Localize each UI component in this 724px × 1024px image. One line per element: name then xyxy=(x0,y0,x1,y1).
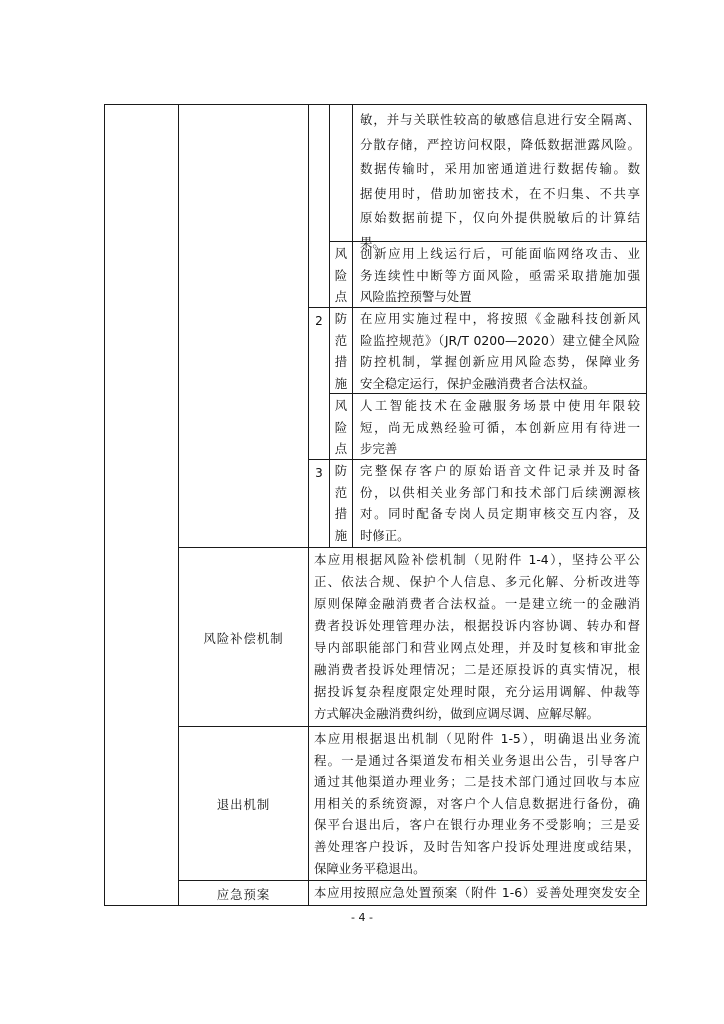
item3-risk-label: 风 险 点 xyxy=(334,398,348,457)
text-line: 通过其他渠道办理业务；二是技术部门通过回收与本应 xyxy=(314,774,640,790)
text-line: 务连续性中断等方面风险，亟需采取措施加强 xyxy=(360,267,640,283)
exit-label: 退出机制 xyxy=(216,797,271,812)
text-line: 原始数据前提下，仅向外提供脱敏后的计算结 xyxy=(360,210,640,225)
text-line: 对。同时配备专岗人员定期审核交互内容，及 xyxy=(360,506,640,522)
item3-measure-text xyxy=(360,460,640,547)
compensation-text xyxy=(314,549,640,725)
text-line: 步完善 xyxy=(360,441,398,457)
text-line: 正、依法合规、保护个人信息、多元化解、分析改进等 xyxy=(314,574,640,589)
table-border-col2 xyxy=(308,104,309,906)
text-line: 据使用时，借助加密技术，在不归集、不共享 xyxy=(360,185,640,201)
table-border-left xyxy=(104,104,105,906)
text-line: 善处理客户投诉，及时告知客户投诉处理进度或结果， xyxy=(314,838,640,854)
table-border-col4 xyxy=(352,104,353,547)
emergency-label: 应急预案 xyxy=(216,887,271,902)
text-line: 融消费者投诉处理情况；二是还原投诉的真实情况，根 xyxy=(314,662,640,677)
table-border-bottom xyxy=(104,905,647,906)
item3-measure-label: 防 范 措 施 xyxy=(334,463,348,544)
text-line: 份，以供相关业务部门和技术部门后续溯源核 xyxy=(360,484,640,500)
row-divider xyxy=(178,880,647,881)
text-line: 据投诉复杂程度限定处理时限，充分运用调解、仲裁等 xyxy=(314,684,640,699)
text-line: 本应用根据退出机制（见附件 1-5），明确退出业务流 xyxy=(314,731,640,746)
text-line: 创新应用上线运行后，可能面临网络攻击、业 xyxy=(360,246,640,261)
text-line: 敏，并与关联性较高的敏感信息进行安全隔离、 xyxy=(360,112,640,127)
continued-measure-text xyxy=(360,108,640,255)
exit-text xyxy=(314,728,640,879)
text-line: 短，尚无成熟经验可循，本创新应用有待进一 xyxy=(360,419,640,435)
compensation-label: 风险补偿机制 xyxy=(203,631,284,646)
text-line: 果。 xyxy=(360,234,385,250)
item2-number: 2 xyxy=(315,314,323,328)
text-line: 本应用按照应急处置预案（附件 1-6）妥善处理突发安全 xyxy=(314,885,640,900)
row-divider xyxy=(178,726,647,727)
text-line: 险监控规范》（JR/T 0200—2020）建立健全风险 xyxy=(360,332,640,348)
emergency-text xyxy=(314,882,640,904)
text-line: 在应用实施过程中，将按照《金融科技创新风 xyxy=(360,311,640,326)
item3-risk-text xyxy=(360,395,640,460)
text-line: 本应用根据风险补偿机制（见附件 1-4），坚持公平公 xyxy=(314,552,640,567)
text-line: 安全稳定运行，保护金融消费者合法权益。 xyxy=(360,376,596,392)
text-line: 时修正。 xyxy=(360,528,410,544)
text-line: 保障业务平稳退出。 xyxy=(314,860,426,876)
row-divider xyxy=(178,547,647,548)
item2-risk-label: 风 险 点 xyxy=(334,246,348,305)
page-number: - 4 - xyxy=(351,911,373,924)
table-border-right xyxy=(646,104,647,906)
text-line: 导内部职能部门和营业网点处理，并及时复核和审批金 xyxy=(314,640,640,655)
text-line: 保平台退出后，客户在银行办理业务不受影响；三是妥 xyxy=(314,817,640,833)
text-line: 用相关的系统资源，对客户个人信息数据进行备份，确 xyxy=(314,795,640,811)
text-line: 人工智能技术在金融服务场景中使用年限较 xyxy=(360,398,640,413)
text-line: 完整保存客户的原始语音文件记录并及时备 xyxy=(360,463,640,478)
table-border-col1 xyxy=(178,104,179,906)
item2-measure-label: 防 范 措 施 xyxy=(334,311,348,392)
text-line: 数据传输时，采用加密通道进行数据传输。数 xyxy=(360,161,640,176)
table-border-top xyxy=(104,104,647,105)
text-line: 风险监控预警与处置 xyxy=(360,289,472,305)
item2-risk-text xyxy=(360,243,640,308)
text-line: 原则保障金融消费者合法权益。一是建立统一的金融消 xyxy=(314,596,640,611)
text-line: 程。一是通过各渠道发布相关业务退出公告，引导客户 xyxy=(314,752,640,768)
text-line: 方式解决金融消费纠纷，做到应调尽调、应解尽解。 xyxy=(314,706,599,721)
text-line: 防控机制，掌握创新应用风险态势，保障业务 xyxy=(360,354,640,370)
item3-number: 3 xyxy=(315,466,323,480)
text-line: 分散存储，严控访问权限，降低数据泄露风险。 xyxy=(360,136,640,152)
text-line: 费者投诉处理管理办法，根据投诉内容协调、转办和督 xyxy=(314,618,640,633)
item2-measure-text xyxy=(360,308,640,395)
